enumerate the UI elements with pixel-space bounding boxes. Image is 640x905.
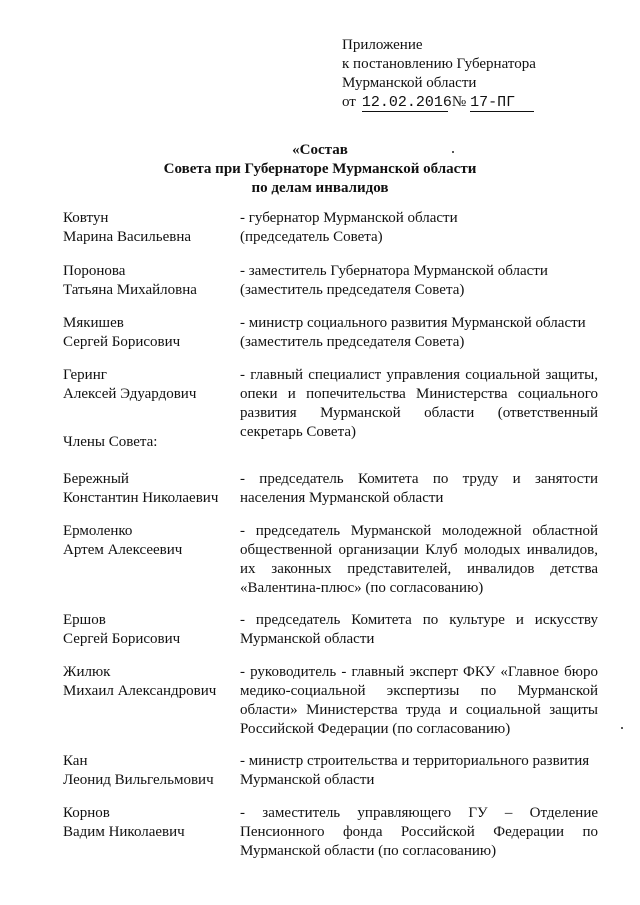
title-line-2: Совета при Губернаторе Мурманской области — [163, 161, 477, 177]
role-line: общественной организации Клуб молодых инвалидов, — [240, 542, 598, 558]
role-line: опеки и попечительства Министерства социального — [240, 386, 598, 402]
member-surname: Мякишев — [63, 315, 124, 331]
member-surname: Корнов — [63, 805, 110, 821]
member-given-names: Леонид Вильгельмович — [63, 772, 214, 788]
role-line: Мурманской области (по согласованию) — [240, 843, 497, 859]
role-line: секретарь Совета) — [240, 424, 356, 440]
role-line: населения Мурманской области — [240, 490, 444, 506]
decree-date: 12.02.2016 — [361, 94, 452, 111]
member-name — [63, 804, 238, 842]
role-line: «Валентина-плюс» (по согласованию) — [240, 580, 484, 596]
member-surname: Поронова — [63, 263, 126, 279]
title-line-1: «Состав — [292, 142, 348, 158]
member-role — [240, 209, 598, 247]
member-role — [240, 262, 598, 300]
member-name — [63, 366, 238, 404]
member-given-names: Марина Васильевна — [63, 229, 192, 245]
member-surname: Жилюк — [63, 664, 111, 680]
role-line: области» Министерства труда и социальной защиты — [240, 702, 598, 718]
appendix-line-3: Мурманской области — [342, 75, 477, 91]
appendix-line-1: Приложение — [342, 37, 423, 53]
member-name — [63, 262, 238, 300]
role-line: - министр социального развития Мурманской области — [240, 315, 586, 331]
member-surname: Ершов — [63, 612, 106, 628]
document-title — [0, 141, 640, 198]
role-line: Пенсионного фонда Российской Федерации по — [240, 824, 598, 840]
role-line: - председатель Мурманской молодежной областной — [240, 523, 598, 539]
member-given-names: Михаил Александрович — [63, 683, 217, 699]
member-name — [63, 314, 238, 352]
member-role — [240, 314, 598, 352]
member-name — [63, 663, 238, 701]
decree-number: 17-ПГ — [470, 95, 534, 112]
role-line: - заместитель Губернатора Мурманской области — [240, 263, 548, 279]
member-role — [240, 804, 598, 861]
member-given-names: Артем Алексеевич — [63, 542, 183, 558]
number-label: № — [451, 94, 467, 110]
member-surname: Ермоленко — [63, 523, 133, 539]
role-line: Российской Федерации (по согласованию) — [240, 721, 511, 737]
member-role — [240, 470, 598, 508]
role-line: развития Мурманской области (ответственный — [240, 405, 598, 421]
member-name — [63, 611, 238, 649]
role-line: - министр строительства и территориального развития — [240, 753, 590, 769]
member-role — [240, 611, 598, 649]
appendix-line-2: к постановлению Губернатора — [342, 56, 536, 72]
member-name — [63, 752, 238, 790]
member-given-names: Сергей Борисович — [63, 334, 181, 350]
role-line: (заместитель председателя Совета) — [240, 282, 465, 298]
member-given-names: Вадим Николаевич — [63, 824, 185, 840]
role-line: медико-социальной экспертизы по Мурманской — [240, 683, 598, 699]
from-label: от — [342, 94, 356, 110]
member-name — [63, 470, 238, 508]
role-line: - главный специалист управления социальной защиты, — [240, 367, 598, 383]
member-given-names: Сергей Борисович — [63, 631, 181, 647]
member-role — [240, 663, 598, 739]
member-surname: Кан — [63, 753, 88, 769]
member-role — [240, 522, 598, 598]
role-line: их законных представителей, инвалидов детства — [240, 561, 598, 577]
role-line: - заместитель управляющего ГУ – Отделение — [240, 805, 598, 821]
role-line: (заместитель председателя Совета) — [240, 334, 465, 350]
role-line: - руководитель - главный эксперт ФКУ «Главное бюро — [240, 664, 598, 680]
role-line: - губернатор Мурманской области — [240, 210, 458, 226]
member-role — [240, 366, 598, 442]
role-line: - председатель Комитета по культуре и искусству — [240, 612, 598, 628]
role-line: Мурманской области — [240, 772, 375, 788]
appendix-date-line — [342, 93, 536, 112]
member-surname: Бережный — [63, 471, 129, 487]
member-name — [63, 209, 238, 247]
member-surname: Ковтун — [63, 210, 109, 226]
role-line: - председатель Комитета по труду и занятости — [240, 471, 598, 487]
member-given-names: Константин Николаевич — [63, 490, 219, 506]
scan-speck — [621, 727, 623, 729]
member-given-names: Татьяна Михайловна — [63, 282, 197, 298]
members-section-label: Члены Совета: — [63, 434, 158, 450]
member-given-names: Алексей Эдуардович — [63, 386, 197, 402]
role-line: (председатель Совета) — [240, 229, 383, 245]
title-line-3: по делам инвалидов — [251, 180, 389, 196]
member-name — [63, 522, 238, 560]
role-line: Мурманской области — [240, 631, 375, 647]
member-role — [240, 752, 598, 790]
appendix-header — [342, 36, 536, 112]
member-surname: Геринг — [63, 367, 107, 383]
